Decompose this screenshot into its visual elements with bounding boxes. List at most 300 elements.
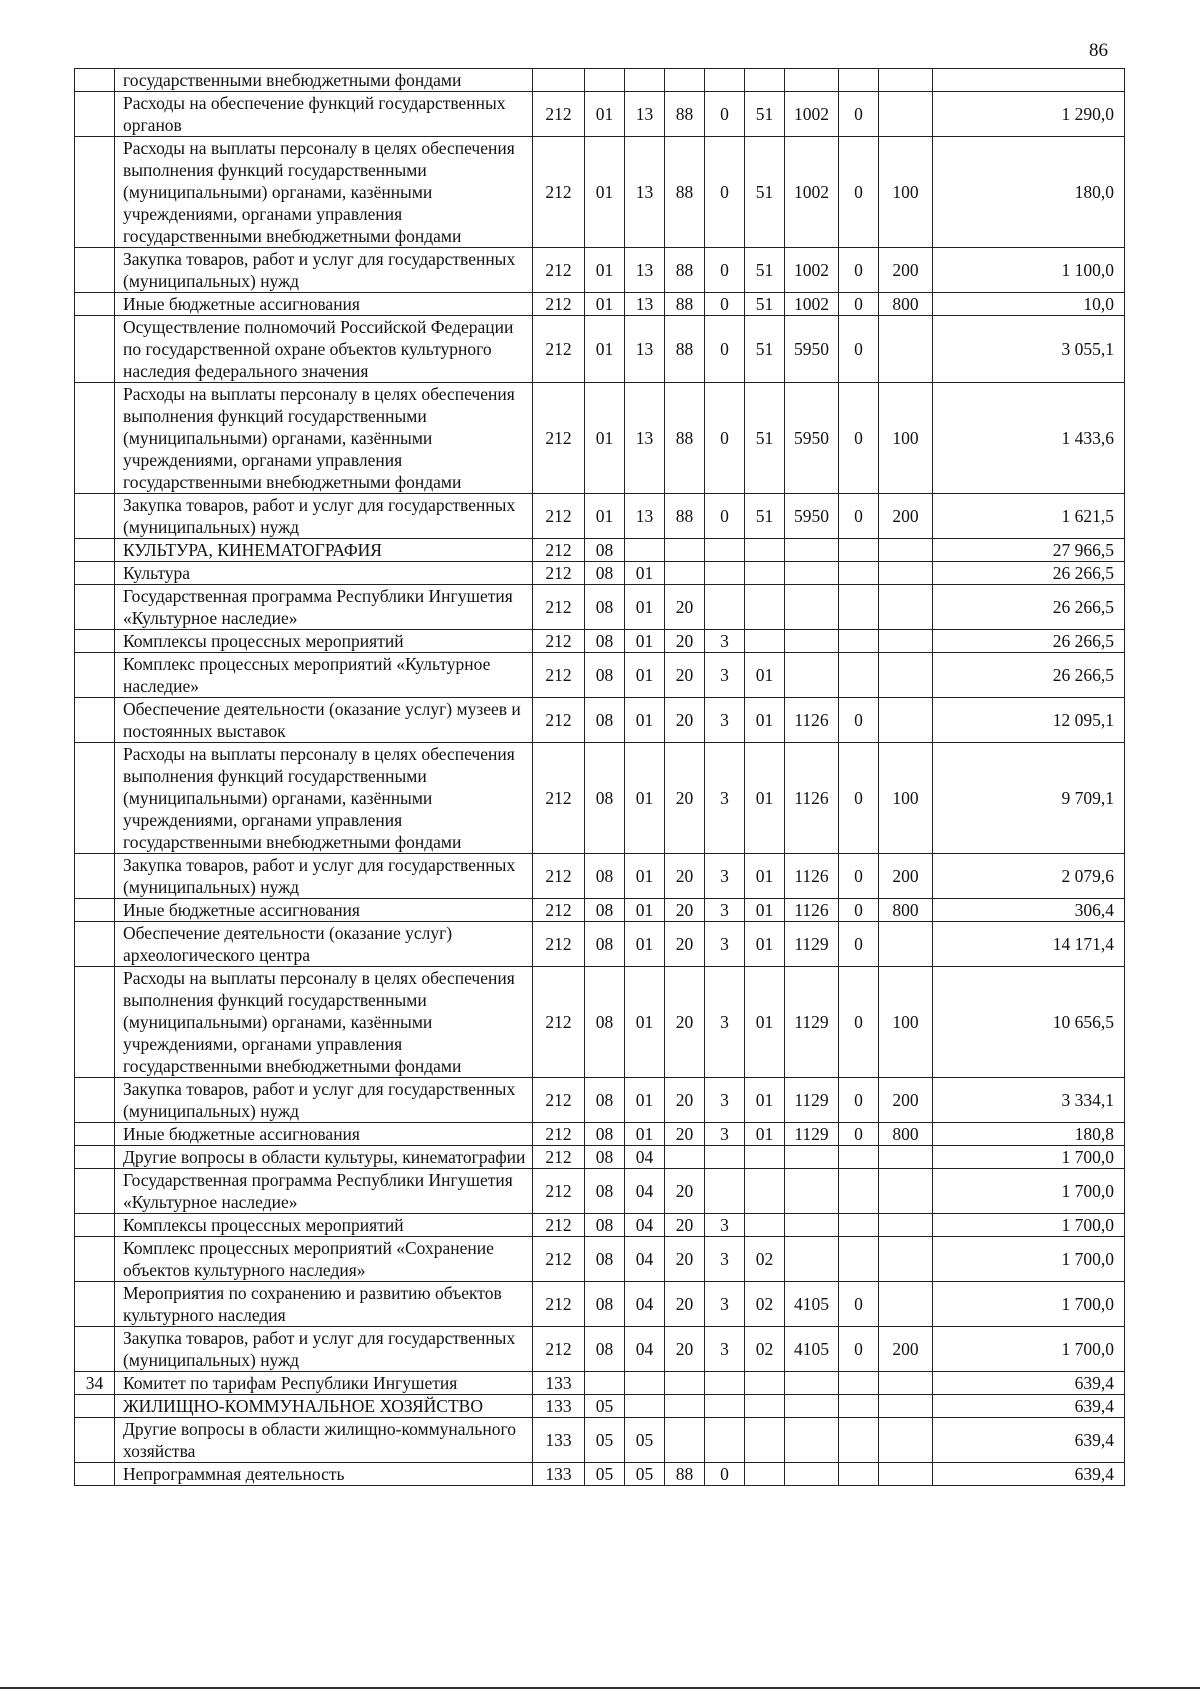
- activity-code-cell: 51: [745, 316, 785, 383]
- ministry-code-cell: 212: [533, 854, 585, 899]
- amount-cell: [933, 69, 1125, 92]
- row-number-cell: [75, 1282, 115, 1327]
- row-number-cell: [75, 967, 115, 1078]
- subsection-code-cell: 01: [625, 967, 665, 1078]
- direction-code-cell: [785, 1372, 839, 1395]
- extra-code-cell: [839, 1395, 879, 1418]
- table-row: [75, 293, 1125, 316]
- subsection-code-cell: 04: [625, 1214, 665, 1237]
- table-row: [75, 562, 1125, 585]
- expense-type-cell: [879, 69, 933, 92]
- subsection-code-cell: [625, 539, 665, 562]
- subprogram-code-cell: 0: [705, 316, 745, 383]
- row-number-cell: [75, 1146, 115, 1169]
- extra-code-cell: [839, 653, 879, 698]
- row-number-cell: 34: [75, 1372, 115, 1395]
- row-name-cell: Расходы на выплаты персоналу в целях обеспечения выполнения функций государственными (муниципальными) органами, казёнными учреждениями, органами управления государственными внебюджетными фондами: [115, 137, 533, 248]
- table-row: [75, 539, 1125, 562]
- subprogram-code-cell: [705, 1372, 745, 1395]
- direction-code-cell: [785, 1169, 839, 1214]
- expense-type-cell: 800: [879, 899, 933, 922]
- program-code-cell: 20: [665, 653, 705, 698]
- row-name-cell: Расходы на выплаты персоналу в целях обеспечения выполнения функций государственными (муниципальными) органами, казёнными учреждениями, органами управления государственными внебюджетными фондами: [115, 743, 533, 854]
- table-row: [75, 1169, 1125, 1214]
- expense-type-cell: 800: [879, 293, 933, 316]
- direction-code-cell: 4105: [785, 1327, 839, 1372]
- direction-code-cell: [785, 1146, 839, 1169]
- expense-type-cell: 200: [879, 1327, 933, 1372]
- row-name-cell: Обеспечение деятельности (оказание услуг) археологического центра: [115, 922, 533, 967]
- row-name-cell: Государственная программа Республики Ингушетия «Культурное наследие»: [115, 585, 533, 630]
- amount-cell: 1 700,0: [933, 1327, 1125, 1372]
- ministry-code-cell: 133: [533, 1463, 585, 1486]
- subprogram-code-cell: 3: [705, 1282, 745, 1327]
- table-row: [75, 1123, 1125, 1146]
- direction-code-cell: [785, 69, 839, 92]
- subsection-code-cell: 01: [625, 630, 665, 653]
- row-number-cell: [75, 1327, 115, 1372]
- expense-type-cell: 100: [879, 743, 933, 854]
- extra-code-cell: 0: [839, 92, 879, 137]
- table-row: [75, 585, 1125, 630]
- ministry-code-cell: 212: [533, 743, 585, 854]
- subprogram-code-cell: [705, 539, 745, 562]
- row-number-cell: [75, 1463, 115, 1486]
- table-row: [75, 967, 1125, 1078]
- row-name-cell: государственными внебюджетными фондами: [115, 69, 533, 92]
- subprogram-code-cell: [705, 1146, 745, 1169]
- expense-type-cell: [879, 1395, 933, 1418]
- subprogram-code-cell: 3: [705, 899, 745, 922]
- amount-cell: 1 100,0: [933, 248, 1125, 293]
- subsection-code-cell: 13: [625, 494, 665, 539]
- program-code-cell: 20: [665, 585, 705, 630]
- subprogram-code-cell: 3: [705, 1237, 745, 1282]
- subprogram-code-cell: 0: [705, 494, 745, 539]
- amount-cell: 639,4: [933, 1395, 1125, 1418]
- expense-type-cell: 100: [879, 137, 933, 248]
- ministry-code-cell: 212: [533, 137, 585, 248]
- subsection-code-cell: 01: [625, 562, 665, 585]
- activity-code-cell: 51: [745, 293, 785, 316]
- section-code-cell: 01: [585, 293, 625, 316]
- table-row: [75, 1372, 1125, 1395]
- row-number-cell: [75, 698, 115, 743]
- ministry-code-cell: 212: [533, 922, 585, 967]
- table-row: [75, 92, 1125, 137]
- activity-code-cell: [745, 1146, 785, 1169]
- program-code-cell: [665, 539, 705, 562]
- subsection-code-cell: 04: [625, 1282, 665, 1327]
- extra-code-cell: 0: [839, 743, 879, 854]
- row-name-cell: Закупка товаров, работ и услуг для государственных (муниципальных) нужд: [115, 248, 533, 293]
- row-name-cell: Комплексы процессных мероприятий: [115, 1214, 533, 1237]
- direction-code-cell: [785, 1463, 839, 1486]
- activity-code-cell: 51: [745, 248, 785, 293]
- subprogram-code-cell: [705, 562, 745, 585]
- table-row: [75, 383, 1125, 494]
- program-code-cell: 88: [665, 293, 705, 316]
- section-code-cell: 05: [585, 1418, 625, 1463]
- row-number-cell: [75, 1418, 115, 1463]
- ministry-code-cell: 212: [533, 293, 585, 316]
- row-name-cell: Иные бюджетные ассигнования: [115, 293, 533, 316]
- program-code-cell: 20: [665, 1327, 705, 1372]
- subprogram-code-cell: 3: [705, 1078, 745, 1123]
- direction-code-cell: 1129: [785, 922, 839, 967]
- extra-code-cell: [839, 539, 879, 562]
- subprogram-code-cell: 3: [705, 698, 745, 743]
- section-code-cell: 05: [585, 1463, 625, 1486]
- row-number-cell: [75, 854, 115, 899]
- expense-type-cell: [879, 562, 933, 585]
- extra-code-cell: [839, 1237, 879, 1282]
- row-number-cell: [75, 1395, 115, 1418]
- ministry-code-cell: 212: [533, 1327, 585, 1372]
- row-number-cell: [75, 922, 115, 967]
- section-code-cell: [585, 69, 625, 92]
- expense-type-cell: [879, 1146, 933, 1169]
- direction-code-cell: 5950: [785, 494, 839, 539]
- extra-code-cell: 0: [839, 899, 879, 922]
- program-code-cell: 88: [665, 137, 705, 248]
- ministry-code-cell: 133: [533, 1372, 585, 1395]
- table-row: [75, 494, 1125, 539]
- row-number-cell: [75, 316, 115, 383]
- amount-cell: 14 171,4: [933, 922, 1125, 967]
- table-row: [75, 743, 1125, 854]
- subsection-code-cell: 05: [625, 1463, 665, 1486]
- ministry-code-cell: 212: [533, 1169, 585, 1214]
- program-code-cell: 20: [665, 630, 705, 653]
- row-name-cell: Осуществление полномочий Российской Федерации по государственной охране объектов культурного наследия федерального значения: [115, 316, 533, 383]
- row-number-cell: [75, 1123, 115, 1146]
- section-code-cell: 01: [585, 383, 625, 494]
- amount-cell: 26 266,5: [933, 630, 1125, 653]
- extra-code-cell: [839, 630, 879, 653]
- table-row: [75, 1395, 1125, 1418]
- section-code-cell: 05: [585, 1395, 625, 1418]
- direction-code-cell: [785, 1418, 839, 1463]
- amount-cell: 10 656,5: [933, 967, 1125, 1078]
- subprogram-code-cell: 0: [705, 383, 745, 494]
- extra-code-cell: 0: [839, 1282, 879, 1327]
- table-row: [75, 630, 1125, 653]
- program-code-cell: 20: [665, 1237, 705, 1282]
- amount-cell: 1 621,5: [933, 494, 1125, 539]
- program-code-cell: 20: [665, 698, 705, 743]
- row-number-cell: [75, 743, 115, 854]
- program-code-cell: 88: [665, 383, 705, 494]
- program-code-cell: 20: [665, 1169, 705, 1214]
- activity-code-cell: [745, 69, 785, 92]
- extra-code-cell: [839, 1463, 879, 1486]
- program-code-cell: 20: [665, 1078, 705, 1123]
- row-number-cell: [75, 539, 115, 562]
- direction-code-cell: [785, 585, 839, 630]
- subprogram-code-cell: 3: [705, 653, 745, 698]
- direction-code-cell: 5950: [785, 316, 839, 383]
- subprogram-code-cell: 3: [705, 854, 745, 899]
- extra-code-cell: 0: [839, 293, 879, 316]
- direction-code-cell: 1129: [785, 1078, 839, 1123]
- section-code-cell: 08: [585, 630, 625, 653]
- direction-code-cell: 1002: [785, 137, 839, 248]
- extra-code-cell: 0: [839, 698, 879, 743]
- subprogram-code-cell: 3: [705, 1327, 745, 1372]
- direction-code-cell: 1126: [785, 854, 839, 899]
- row-number-cell: [75, 1214, 115, 1237]
- table-row: [75, 137, 1125, 248]
- direction-code-cell: 1002: [785, 92, 839, 137]
- amount-cell: 1 700,0: [933, 1146, 1125, 1169]
- subsection-code-cell: 04: [625, 1327, 665, 1372]
- subsection-code-cell: 04: [625, 1237, 665, 1282]
- expense-type-cell: 100: [879, 383, 933, 494]
- activity-code-cell: [745, 1214, 785, 1237]
- direction-code-cell: 5950: [785, 383, 839, 494]
- expense-type-cell: [879, 316, 933, 383]
- row-name-cell: Культура: [115, 562, 533, 585]
- expense-type-cell: [879, 539, 933, 562]
- section-code-cell: 08: [585, 585, 625, 630]
- row-name-cell: Обеспечение деятельности (оказание услуг) музеев и постоянных выставок: [115, 698, 533, 743]
- program-code-cell: 20: [665, 1123, 705, 1146]
- expense-type-cell: [879, 1169, 933, 1214]
- section-code-cell: 08: [585, 653, 625, 698]
- section-code-cell: 08: [585, 1327, 625, 1372]
- direction-code-cell: 1126: [785, 899, 839, 922]
- amount-cell: 1 700,0: [933, 1237, 1125, 1282]
- amount-cell: 1 700,0: [933, 1282, 1125, 1327]
- row-name-cell: Расходы на обеспечение функций государственных органов: [115, 92, 533, 137]
- amount-cell: 3 055,1: [933, 316, 1125, 383]
- subsection-code-cell: 01: [625, 585, 665, 630]
- expense-type-cell: [879, 653, 933, 698]
- row-name-cell: Комитет по тарифам Республики Ингушетия: [115, 1372, 533, 1395]
- table-row: [75, 1214, 1125, 1237]
- section-code-cell: 08: [585, 1237, 625, 1282]
- program-code-cell: [665, 1146, 705, 1169]
- row-number-cell: [75, 653, 115, 698]
- subsection-code-cell: 13: [625, 316, 665, 383]
- subprogram-code-cell: 3: [705, 922, 745, 967]
- section-code-cell: 08: [585, 1146, 625, 1169]
- activity-code-cell: [745, 585, 785, 630]
- activity-code-cell: 01: [745, 854, 785, 899]
- expense-type-cell: [879, 1282, 933, 1327]
- ministry-code-cell: 212: [533, 653, 585, 698]
- direction-code-cell: [785, 1395, 839, 1418]
- subsection-code-cell: 01: [625, 1078, 665, 1123]
- subsection-code-cell: 13: [625, 137, 665, 248]
- program-code-cell: 20: [665, 922, 705, 967]
- row-number-cell: [75, 293, 115, 316]
- extra-code-cell: [839, 1214, 879, 1237]
- ministry-code-cell: 212: [533, 1146, 585, 1169]
- activity-code-cell: 51: [745, 92, 785, 137]
- ministry-code-cell: 133: [533, 1418, 585, 1463]
- subprogram-code-cell: 0: [705, 248, 745, 293]
- ministry-code-cell: 212: [533, 92, 585, 137]
- table-row: [75, 1078, 1125, 1123]
- extra-code-cell: 0: [839, 967, 879, 1078]
- row-name-cell: ЖИЛИЩНО-КОММУНАЛЬНОЕ ХОЗЯЙСТВО: [115, 1395, 533, 1418]
- program-code-cell: 88: [665, 316, 705, 383]
- amount-cell: 27 966,5: [933, 539, 1125, 562]
- subprogram-code-cell: 3: [705, 967, 745, 1078]
- row-number-cell: [75, 137, 115, 248]
- program-code-cell: 20: [665, 1214, 705, 1237]
- program-code-cell: [665, 69, 705, 92]
- subprogram-code-cell: 3: [705, 1123, 745, 1146]
- row-number-cell: [75, 585, 115, 630]
- direction-code-cell: 1126: [785, 698, 839, 743]
- subprogram-code-cell: 3: [705, 1214, 745, 1237]
- section-code-cell: 08: [585, 698, 625, 743]
- section-code-cell: 08: [585, 562, 625, 585]
- table-row: [75, 316, 1125, 383]
- program-code-cell: 88: [665, 92, 705, 137]
- row-name-cell: Закупка товаров, работ и услуг для государственных (муниципальных) нужд: [115, 1327, 533, 1372]
- amount-cell: 1 700,0: [933, 1169, 1125, 1214]
- amount-cell: 639,4: [933, 1418, 1125, 1463]
- ministry-code-cell: 212: [533, 698, 585, 743]
- row-name-cell: Комплекс процессных мероприятий «Сохранение объектов культурного наследия»: [115, 1237, 533, 1282]
- subsection-code-cell: [625, 69, 665, 92]
- amount-cell: 10,0: [933, 293, 1125, 316]
- extra-code-cell: 0: [839, 1123, 879, 1146]
- amount-cell: 1 433,6: [933, 383, 1125, 494]
- amount-cell: 1 700,0: [933, 1214, 1125, 1237]
- activity-code-cell: 01: [745, 922, 785, 967]
- expense-type-cell: 200: [879, 248, 933, 293]
- program-code-cell: 88: [665, 494, 705, 539]
- subprogram-code-cell: 0: [705, 92, 745, 137]
- expense-type-cell: [879, 698, 933, 743]
- ministry-code-cell: 212: [533, 494, 585, 539]
- amount-cell: 26 266,5: [933, 653, 1125, 698]
- activity-code-cell: 01: [745, 698, 785, 743]
- table-row: [75, 922, 1125, 967]
- extra-code-cell: [839, 1169, 879, 1214]
- activity-code-cell: 01: [745, 967, 785, 1078]
- subprogram-code-cell: [705, 585, 745, 630]
- program-code-cell: 88: [665, 1463, 705, 1486]
- expense-type-cell: 200: [879, 494, 933, 539]
- subsection-code-cell: 05: [625, 1418, 665, 1463]
- activity-code-cell: 02: [745, 1237, 785, 1282]
- subsection-code-cell: [625, 1372, 665, 1395]
- activity-code-cell: 51: [745, 494, 785, 539]
- row-name-cell: Иные бюджетные ассигнования: [115, 899, 533, 922]
- amount-cell: 12 095,1: [933, 698, 1125, 743]
- program-code-cell: 20: [665, 899, 705, 922]
- subsection-code-cell: [625, 1395, 665, 1418]
- amount-cell: 3 334,1: [933, 1078, 1125, 1123]
- table-row: [75, 69, 1125, 92]
- extra-code-cell: 0: [839, 316, 879, 383]
- ministry-code-cell: 212: [533, 562, 585, 585]
- ministry-code-cell: 212: [533, 967, 585, 1078]
- direction-code-cell: 1126: [785, 743, 839, 854]
- activity-code-cell: 01: [745, 1078, 785, 1123]
- subsection-code-cell: 01: [625, 854, 665, 899]
- amount-cell: 639,4: [933, 1463, 1125, 1486]
- program-code-cell: 20: [665, 1282, 705, 1327]
- activity-code-cell: 01: [745, 1123, 785, 1146]
- subsection-code-cell: 01: [625, 698, 665, 743]
- subprogram-code-cell: 0: [705, 137, 745, 248]
- ministry-code-cell: 212: [533, 1214, 585, 1237]
- subprogram-code-cell: 3: [705, 743, 745, 854]
- section-code-cell: 01: [585, 248, 625, 293]
- activity-code-cell: 02: [745, 1327, 785, 1372]
- row-name-cell: Комплексы процессных мероприятий: [115, 630, 533, 653]
- subsection-code-cell: 01: [625, 743, 665, 854]
- subprogram-code-cell: [705, 69, 745, 92]
- ministry-code-cell: 212: [533, 248, 585, 293]
- section-code-cell: 08: [585, 1078, 625, 1123]
- extra-code-cell: 0: [839, 137, 879, 248]
- program-code-cell: [665, 562, 705, 585]
- extra-code-cell: [839, 585, 879, 630]
- activity-code-cell: 02: [745, 1282, 785, 1327]
- row-name-cell: Другие вопросы в области жилищно-коммунального хозяйства: [115, 1418, 533, 1463]
- ministry-code-cell: 212: [533, 1282, 585, 1327]
- activity-code-cell: [745, 1169, 785, 1214]
- section-code-cell: 01: [585, 137, 625, 248]
- table-row: [75, 698, 1125, 743]
- section-code-cell: 08: [585, 899, 625, 922]
- subprogram-code-cell: 3: [705, 630, 745, 653]
- extra-code-cell: [839, 1418, 879, 1463]
- row-name-cell: Закупка товаров, работ и услуг для государственных (муниципальных) нужд: [115, 494, 533, 539]
- amount-cell: 306,4: [933, 899, 1125, 922]
- row-name-cell: Расходы на выплаты персоналу в целях обеспечения выполнения функций государственными (муниципальными) органами, казёнными учреждениями, органами управления государственными внебюджетными фондами: [115, 383, 533, 494]
- row-name-cell: Государственная программа Республики Ингушетия «Культурное наследие»: [115, 1169, 533, 1214]
- row-number-cell: [75, 899, 115, 922]
- direction-code-cell: [785, 562, 839, 585]
- subprogram-code-cell: [705, 1418, 745, 1463]
- table-row: [75, 854, 1125, 899]
- amount-cell: 180,8: [933, 1123, 1125, 1146]
- amount-cell: 2 079,6: [933, 854, 1125, 899]
- row-name-cell: Закупка товаров, работ и услуг для государственных (муниципальных) нужд: [115, 854, 533, 899]
- subsection-code-cell: 01: [625, 899, 665, 922]
- subsection-code-cell: 04: [625, 1146, 665, 1169]
- section-code-cell: 08: [585, 1169, 625, 1214]
- ministry-code-cell: 212: [533, 1078, 585, 1123]
- page-number: 86: [1089, 40, 1108, 61]
- expense-type-cell: [879, 1418, 933, 1463]
- expense-type-cell: [879, 1463, 933, 1486]
- extra-code-cell: 0: [839, 922, 879, 967]
- expense-type-cell: [879, 1237, 933, 1282]
- activity-code-cell: 01: [745, 743, 785, 854]
- row-number-cell: [75, 1169, 115, 1214]
- expense-type-cell: [879, 1372, 933, 1395]
- section-code-cell: 08: [585, 854, 625, 899]
- row-name-cell: Непрограммная деятельность: [115, 1463, 533, 1486]
- direction-code-cell: 1002: [785, 248, 839, 293]
- subsection-code-cell: 13: [625, 383, 665, 494]
- program-code-cell: [665, 1395, 705, 1418]
- activity-code-cell: [745, 1395, 785, 1418]
- row-number-cell: [75, 383, 115, 494]
- section-code-cell: 08: [585, 539, 625, 562]
- row-number-cell: [75, 1237, 115, 1282]
